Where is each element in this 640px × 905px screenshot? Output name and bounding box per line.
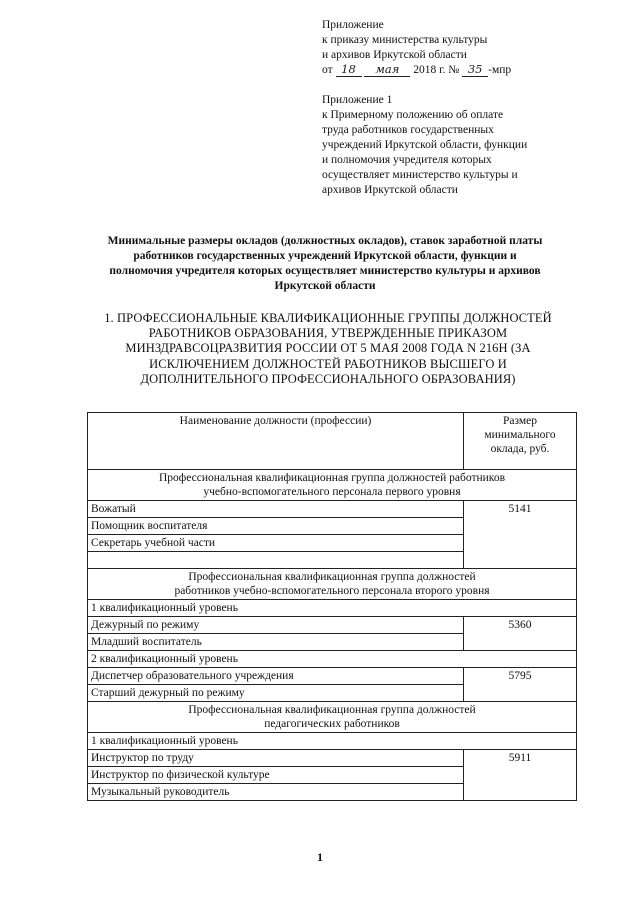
- empty-cell: [88, 552, 464, 569]
- title-line: Иркутской области: [274, 280, 376, 292]
- group-title: [88, 702, 577, 733]
- position-name: Секретарь учебной части: [88, 535, 464, 552]
- page-number: 1: [317, 850, 323, 864]
- position-name: Младший воспитатель: [88, 634, 464, 651]
- appendix-title: Приложение: [322, 19, 384, 31]
- title-line: работников государственных учреждений Иркутской области, функции и: [133, 250, 517, 262]
- appendix1-line: учреждений Иркутской области, функции: [322, 139, 528, 151]
- group-title-line: Профессиональная квалификационная группа должностей: [188, 571, 476, 583]
- appendix1-line: осуществляет министерство культуры и: [322, 169, 518, 181]
- level-row: [88, 651, 577, 668]
- section-heading-line: ИСКЛЮЧЕНИЕМ ДОЛЖНОСТЕЙ РАБОТНИКОВ ВЫСШЕГО И: [149, 356, 507, 371]
- handwritten-day: 18: [336, 63, 362, 77]
- column-header-salary: [464, 413, 577, 470]
- group-title: [88, 569, 577, 600]
- position-name: Музыкальный руководитель: [88, 784, 464, 801]
- qualification-level: 1 квалификационный уровень: [88, 733, 577, 750]
- group-title-row: [88, 702, 577, 733]
- appendix1-title: Приложение 1: [322, 94, 393, 106]
- qualification-level: 1 квалификационный уровень: [88, 600, 577, 617]
- level-row: [88, 733, 577, 750]
- position-name: Дежурный по режиму: [88, 617, 464, 634]
- salary-table: [87, 412, 577, 801]
- document-title: [85, 234, 565, 294]
- title-line: Минимальные размеры окладов (должностных окладов), ставок заработной платы: [107, 235, 543, 247]
- section-heading: [98, 311, 558, 387]
- appendix1-line: к Примерному положению об оплате: [322, 109, 504, 121]
- group-title-row: [88, 470, 577, 501]
- position-name: Старший дежурный по режиму: [88, 685, 464, 702]
- column-header-name: Наименование должности (профессии): [88, 413, 464, 470]
- level-row: [88, 600, 577, 617]
- salary-amount: 5360: [464, 617, 577, 651]
- group-title-line: работников учебно-вспомогательного персонала второго уровня: [174, 585, 490, 597]
- section-heading-line: МИНЗДРАВСОЦРАЗВИТИЯ РОССИИ ОТ 5 МАЯ 2008 ГОДА N 216Н (ЗА: [125, 341, 531, 356]
- number-suffix: -мпр: [488, 64, 512, 76]
- order-date-line: [322, 63, 622, 78]
- header-line: минимального: [484, 429, 556, 441]
- position-name: Вожатый: [88, 501, 464, 518]
- section-heading-line: 1. ПРОФЕССИОНАЛЬНЫЕ КВАЛИФИКАЦИОННЫЕ ГРУППЫ ДОЛЖНОСТЕЙ: [104, 311, 552, 325]
- appendix-line: к приказу министерства культуры: [322, 34, 488, 46]
- year-suffix: 2018 г. №: [413, 64, 460, 76]
- appendix-block: [322, 18, 622, 198]
- position-name: Помощник воспитателя: [88, 518, 464, 535]
- header-line: Размер: [502, 415, 537, 427]
- position-name: Инструктор по физической культуре: [88, 767, 464, 784]
- header-line: оклада, руб.: [490, 443, 550, 455]
- group-title-row: [88, 569, 577, 600]
- section-heading-line: ДОПОЛНИТЕЛЬНОГО ПРОФЕССИОНАЛЬНОГО ОБРАЗОВАНИЯ): [140, 371, 516, 386]
- appendix-line: и архивов Иркутской области: [322, 49, 467, 61]
- salary-amount: 5911: [464, 750, 577, 801]
- title-line: полномочия учредителя которых осуществляет министерство культуры и архивов: [109, 265, 541, 277]
- group-title: [88, 470, 577, 501]
- table-header-row: [88, 413, 577, 470]
- group-title-line: учебно-вспомогательного персонала первого уровня: [203, 486, 461, 498]
- salary-amount: 5795: [464, 668, 577, 702]
- table-row: [88, 750, 577, 767]
- appendix1-line: архивов Иркутской области: [322, 184, 458, 196]
- table-row: [88, 617, 577, 634]
- appendix1-line: и полномочия учредителя которых: [322, 154, 492, 166]
- salary-amount: 5141: [464, 501, 577, 569]
- group-title-line: педагогических работников: [264, 718, 400, 730]
- position-name: Диспетчер образовательного учреждения: [88, 668, 464, 685]
- appendix1-line: труда работников государственных: [322, 124, 494, 136]
- table-row: [88, 501, 577, 518]
- group-title-line: Профессиональная квалификационная группа должностей: [188, 704, 476, 716]
- position-name: Инструктор по труду: [88, 750, 464, 767]
- table-row: [88, 668, 577, 685]
- section-heading-line: РАБОТНИКОВ ОБРАЗОВАНИЯ, УТВЕРЖДЕННЫЕ ПРИКАЗОМ: [148, 326, 508, 341]
- date-prefix: от: [322, 64, 333, 76]
- qualification-level: 2 квалификационный уровень: [88, 651, 577, 668]
- handwritten-month: мая: [364, 63, 410, 77]
- handwritten-number: 35: [462, 63, 488, 77]
- group-title-line: Профессиональная квалификационная группа должностей работников: [158, 472, 505, 484]
